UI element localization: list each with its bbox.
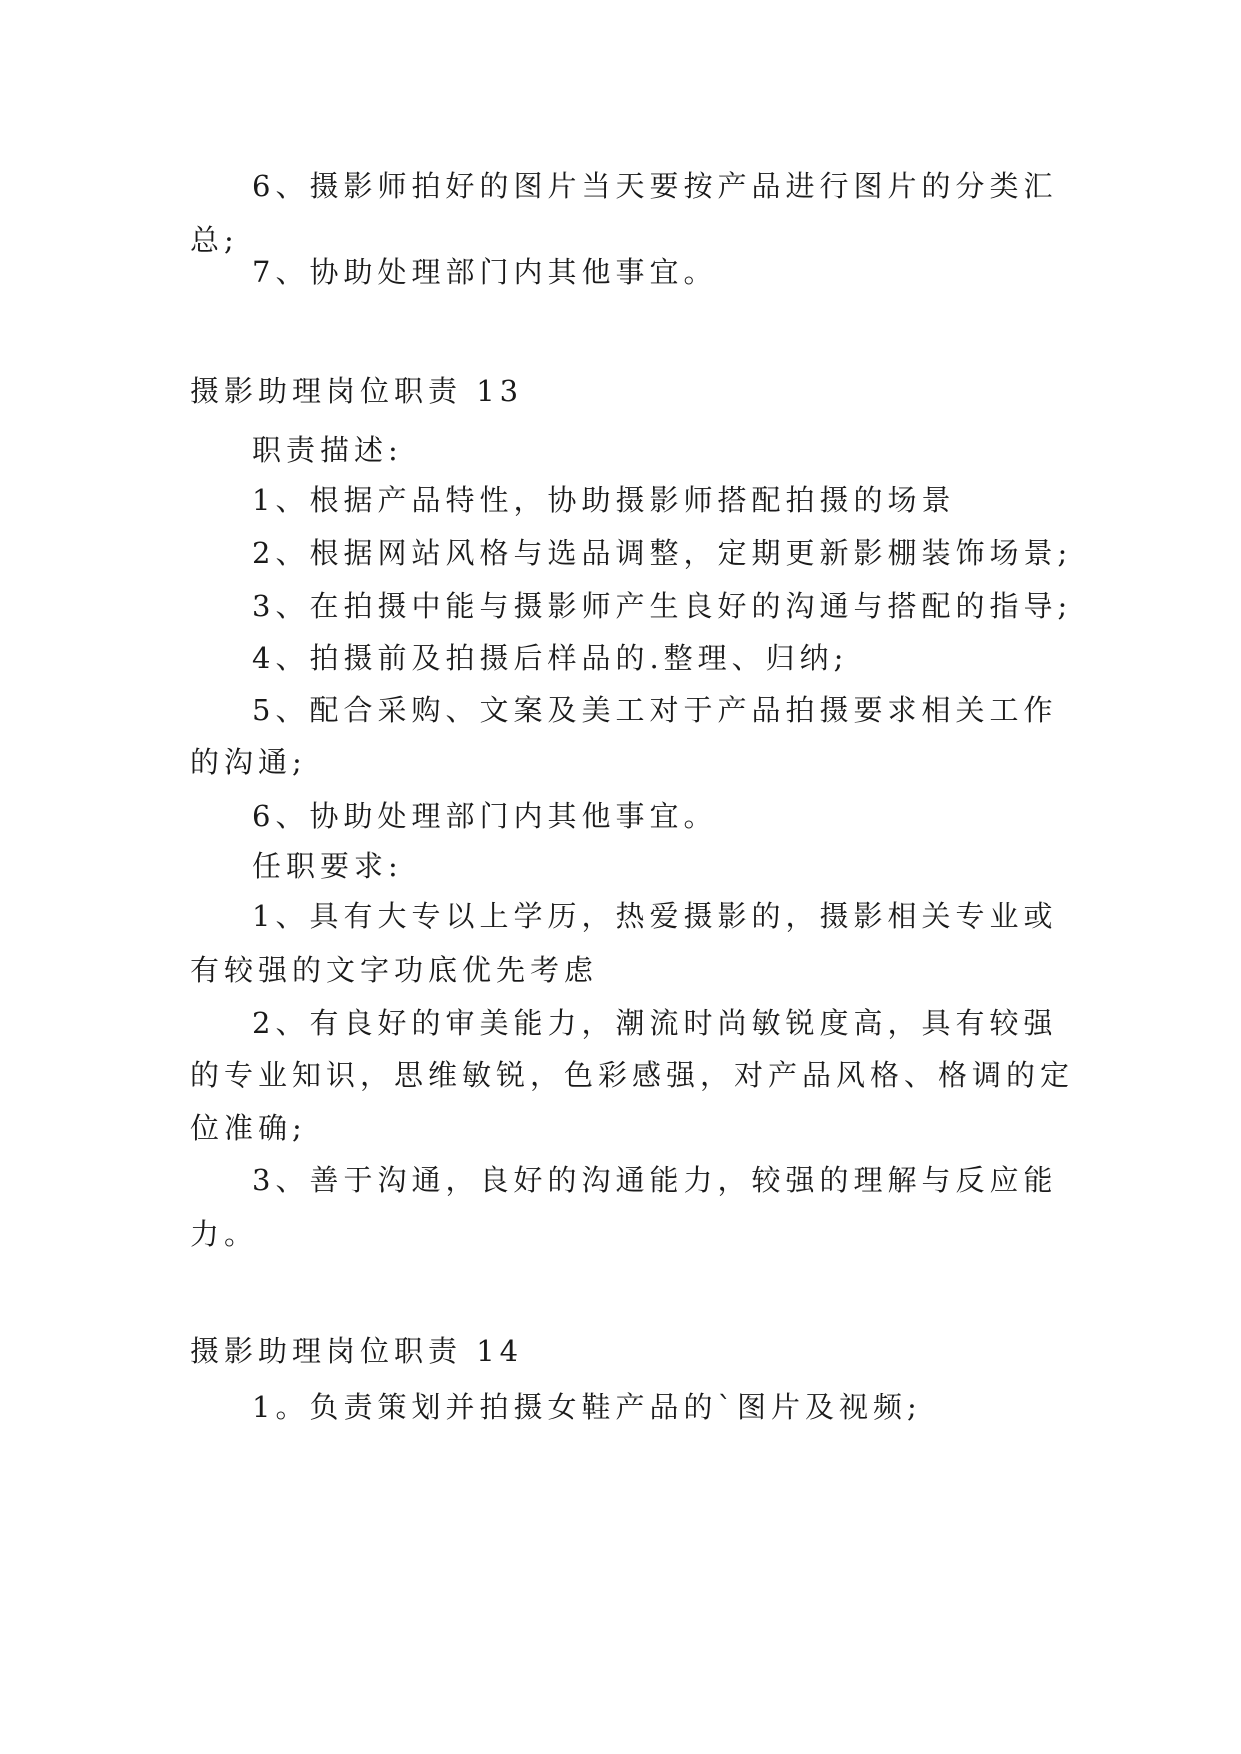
list-item: 3、善于沟通，良好的沟通能力，较强的理解与反应能 (252, 1163, 1058, 1197)
list-item: 1、具有大专以上学历，热爱摄影的，摄影相关专业或 (252, 899, 1058, 933)
subheading: 任职要求: (252, 849, 403, 883)
list-item: 5、配合采购、文案及美工对于产品拍摄要求相关工作 (252, 693, 1058, 727)
list-item: 3、在拍摄中能与摄影师产生良好的沟通与搭配的指导; (252, 589, 1073, 623)
paragraph-line: 总; (190, 223, 239, 257)
list-item: 1。负责策划并拍摄女鞋产品的`图片及视频; (252, 1390, 922, 1424)
list-item: 2、根据网站风格与选品调整，定期更新影棚装饰场景; (252, 536, 1073, 570)
list-item: 4、拍摄前及拍摄后样品的.整理、归纳; (252, 641, 849, 675)
list-item: 6、协助处理部门内其他事宜。 (252, 799, 718, 833)
list-item-continuation: 的专业知识，思维敏锐，色彩感强，对产品风格、格调的定 (190, 1058, 1075, 1092)
paragraph-line: 7、协助处理部门内其他事宜。 (252, 255, 718, 289)
list-item-continuation: 有较强的文字功底优先考虑 (190, 953, 599, 987)
list-item-continuation: 位准确; (190, 1111, 307, 1145)
list-item-continuation: 力。 (190, 1217, 259, 1251)
section-heading: 摄影助理岗位职责 13 (190, 374, 524, 408)
list-item: 1、根据产品特性，协助摄影师搭配拍摄的场景 (252, 483, 956, 517)
subheading: 职责描述: (252, 433, 403, 467)
paragraph-line: 6、摄影师拍好的图片当天要按产品进行图片的分类汇 (252, 169, 1058, 203)
list-item: 2、有良好的审美能力，潮流时尚敏锐度高，具有较强 (252, 1006, 1058, 1040)
list-item-continuation: 的沟通; (190, 745, 307, 779)
section-heading: 摄影助理岗位职责 14 (190, 1334, 524, 1368)
